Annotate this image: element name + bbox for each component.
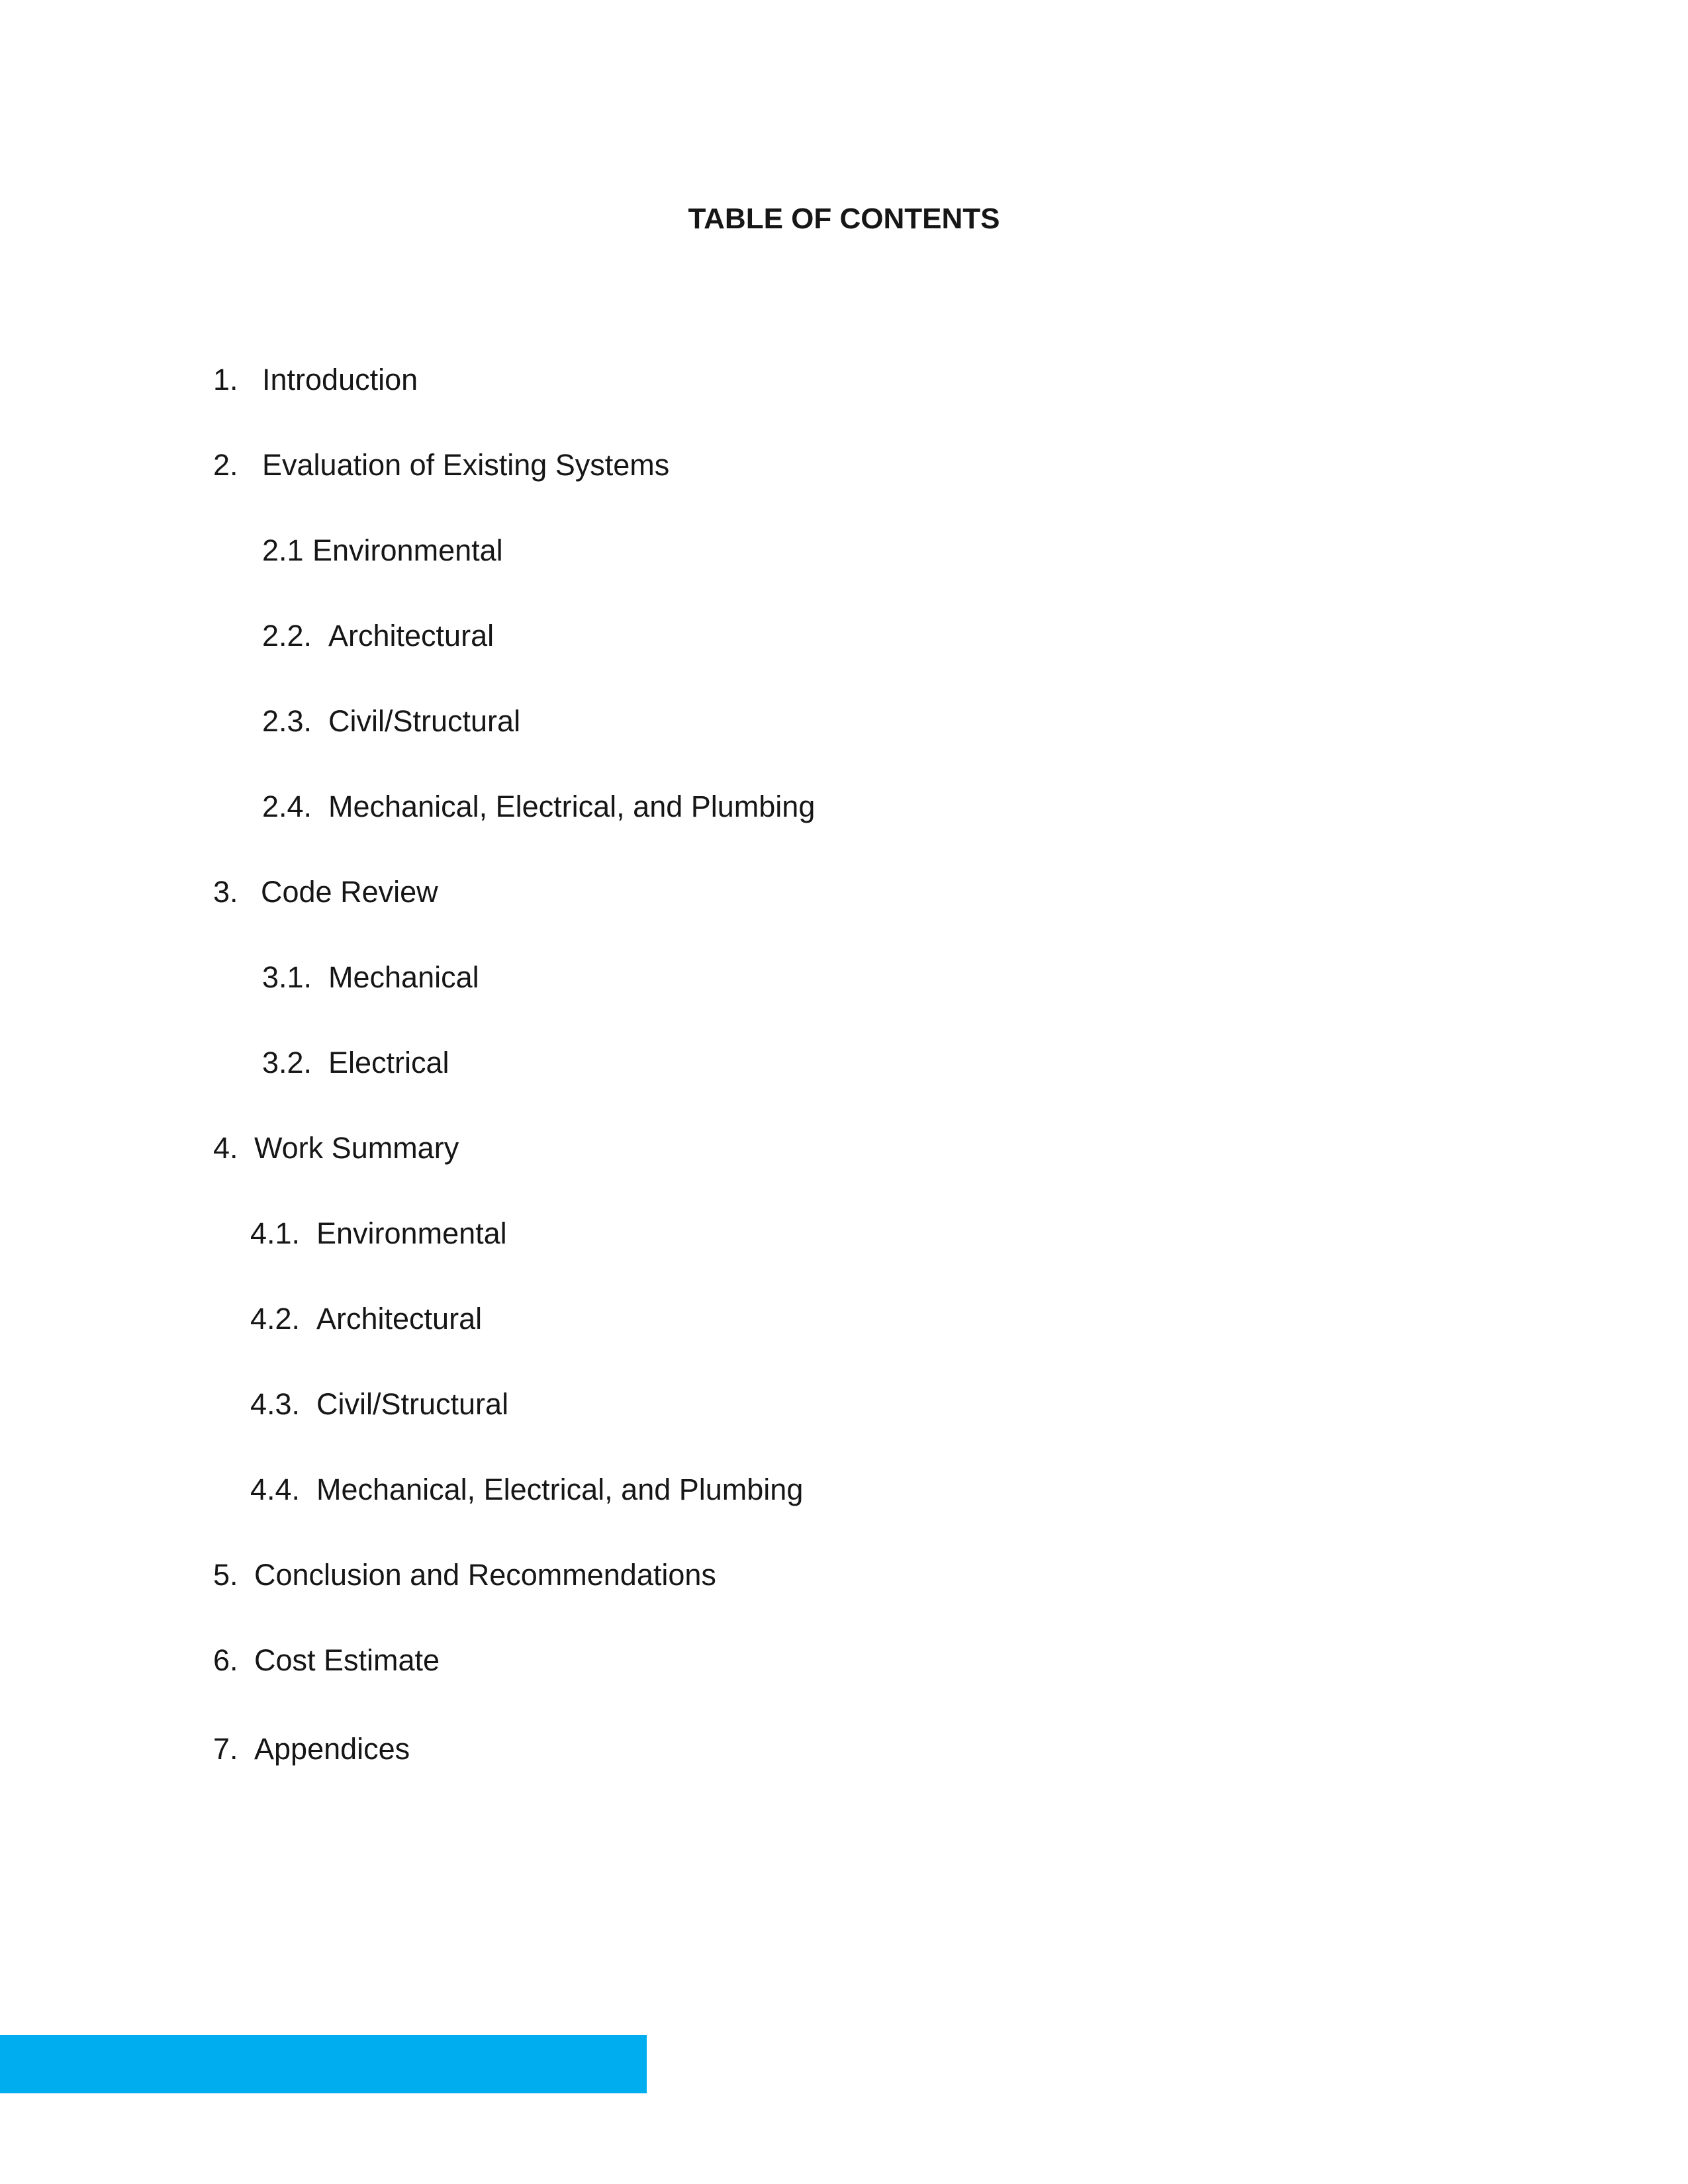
toc-entry-3-2-electrical (262, 1044, 449, 1081)
toc-entry-cost-estimate (213, 1642, 440, 1679)
toc-title: TABLE OF CONTENTS (688, 203, 1000, 235)
toc-entry-number: 2.2. (262, 619, 312, 653)
toc-entry-text: Appendices (254, 1732, 410, 1766)
toc-entry-number: 3. (213, 875, 238, 909)
toc-entry-number: 2.1 (262, 533, 304, 567)
toc-entry-text: Architectural (316, 1302, 483, 1336)
toc-entry-text: Mechanical (328, 960, 479, 994)
toc-entry-2-4-mep (262, 788, 815, 825)
toc-entry-number: 6. (213, 1643, 238, 1677)
toc-entry-4-2-architectural (250, 1300, 482, 1338)
toc-entry-number: 4.4. (250, 1473, 301, 1506)
toc-entry-text: Mechanical, Electrical, and Plumbing (316, 1473, 804, 1506)
toc-entry-number: 2. (213, 448, 238, 482)
toc-entry-number: 7. (213, 1732, 238, 1766)
toc-entry-number: 3.1. (262, 960, 312, 994)
toc-entry-number: 3.2. (262, 1046, 312, 1079)
toc-entry-number: 1. (213, 363, 238, 396)
toc-entry-3-1-mechanical (262, 959, 479, 996)
toc-entry-number: 4.2. (250, 1302, 301, 1336)
toc-entry-4-3-civil-structural (250, 1386, 508, 1423)
toc-entry-introduction (213, 361, 418, 398)
toc-entry-text: Electrical (328, 1046, 449, 1079)
toc-entry-text: Mechanical, Electrical, and Plumbing (328, 790, 816, 823)
toc-entry-evaluation (213, 447, 669, 484)
toc-entry-number: 2.4. (262, 790, 312, 823)
toc-entry-conclusion (213, 1557, 716, 1594)
footer-accent-bar (0, 2035, 647, 2093)
toc-entry-text: Environmental (312, 533, 503, 567)
toc-entry-appendices (213, 1731, 410, 1768)
toc-entry-text: Cost Estimate (254, 1643, 440, 1677)
toc-entry-text: Civil/Structural (316, 1387, 509, 1421)
toc-entry-number: 4. (213, 1131, 238, 1165)
toc-entry-number: 5. (213, 1558, 238, 1592)
toc-entry-text: Work Summary (254, 1131, 459, 1165)
toc-entry-4-1-environmental (250, 1215, 507, 1252)
toc-entry-number: 4.1. (250, 1216, 301, 1250)
toc-entry-text: Code Review (261, 875, 438, 909)
toc-entry-4-4-mep (250, 1471, 803, 1508)
toc-entry-2-1-environmental (262, 532, 503, 569)
toc-entry-text: Introduction (262, 363, 418, 396)
toc-entry-text: Environmental (316, 1216, 507, 1250)
toc-entry-2-3-civil-structural (262, 703, 520, 740)
toc-entry-text: Architectural (328, 619, 494, 653)
toc-entry-2-2-architectural (262, 617, 494, 655)
toc-entry-number: 2.3. (262, 704, 312, 738)
toc-entry-number: 4.3. (250, 1387, 301, 1421)
toc-entry-work-summary (213, 1130, 459, 1167)
toc-entry-text: Civil/Structural (328, 704, 521, 738)
toc-entry-text: Evaluation of Existing Systems (262, 448, 670, 482)
toc-entry-code-review (213, 874, 438, 911)
toc-entry-text: Conclusion and Recommendations (254, 1558, 716, 1592)
